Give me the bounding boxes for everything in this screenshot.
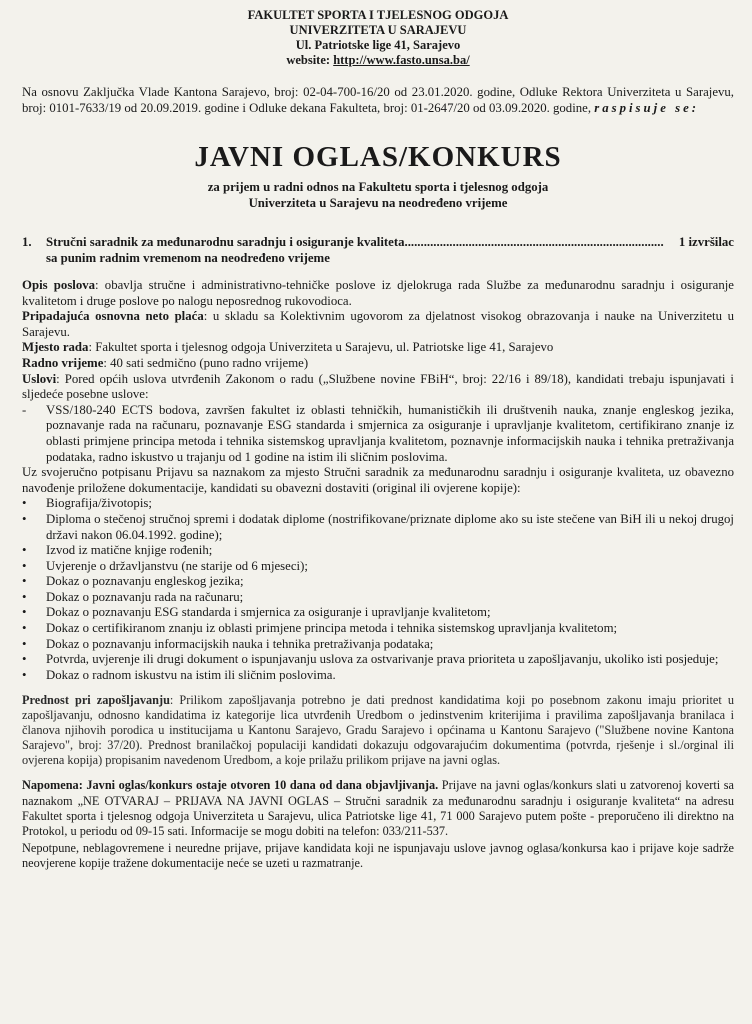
incomplete-applications-paragraph: Nepotpune, neblagovremene i neuredne prijave, prijave kandidata koji ne ispunjavaju uslove javnog oglasa/konkursa kao i prijave koje sadrže neovjerene kopije tražene dokumentacije neće se uzeti u razmatranje. xyxy=(22,841,734,871)
list-item: • Dokaz o certifikiranom znanju iz oblasti primjene principa metoda i tehnika sistemskog upravljanja kvalitetom; xyxy=(22,621,618,636)
bullet: • xyxy=(22,621,27,636)
university-name: UNIVERZITETA U SARAJEVU xyxy=(289,23,467,37)
job-description-label: Opis poslova xyxy=(22,278,96,292)
dash-marker: - xyxy=(22,402,27,417)
submission-paragraph: Uz svojeručno potpisanu Prijavu sa naznakom za mjesto Stručni saradnik za međunarodnu saradnju i osiguranje kvaliteta, uz obavezno navođenje priložene dokumentacije, kandidati su obavezni dostaviti (original ili ovjerene kopije): xyxy=(22,465,734,495)
bullet: • xyxy=(22,496,27,511)
website-link[interactable]: http://www.fasto.unsa.ba/ xyxy=(333,53,470,67)
required-documents-list xyxy=(22,496,734,683)
subtitle-line-1: za prijem u radni odnos na Fakultetu sporta i tjelesnog odgoja xyxy=(207,180,549,194)
position-details xyxy=(22,278,734,683)
bullet: • xyxy=(22,636,27,651)
raspisuje-se-text: raspisuje se: xyxy=(594,101,700,115)
institution-name: FAKULTET SPORTA I TJELESNOG ODGOJA xyxy=(247,8,509,22)
list-item: • Biografija/životopis; xyxy=(22,496,152,511)
list-item: • Dokaz o poznavanju ESG standarda i smjernica za osiguranje i upravljanje kvalitetom; xyxy=(22,605,491,620)
position-title: Stručni saradnik za međunarodnu saradnju i osiguranje kvaliteta xyxy=(46,235,405,249)
working-hours xyxy=(22,356,734,372)
bullet: • xyxy=(22,652,27,667)
work-location-label: Mjesto rada xyxy=(22,340,89,355)
website-line xyxy=(22,53,734,68)
list-item: • Dokaz o radnom iskustvu na istim ili sličnim poslovima. xyxy=(22,667,336,682)
working-hours-label: Radno vrijeme xyxy=(22,355,104,370)
note-paragraph xyxy=(22,778,734,839)
salary-label: Pripadajuća osnovna neto plaća xyxy=(22,309,204,324)
position-leader-dots: ................................................................................. xyxy=(404,235,664,249)
work-location-text: : Fakultet sporta i tjelesnog odgoja Univerziteta u Sarajevu, ul. Patriotske lige 41, Sarajevo xyxy=(88,340,554,355)
institution-header xyxy=(22,8,734,68)
bullet: • xyxy=(22,667,27,682)
work-location xyxy=(22,340,734,356)
list-item: • Dokaz o poznavanju informacijskih nauka i tehnika pretraživanja podataka; xyxy=(22,636,434,651)
employment-preference-paragraph xyxy=(22,693,734,768)
bullet: • xyxy=(22,558,27,573)
special-condition-text: VSS/180-240 ECTS bodova, završen fakultet iz oblasti tehničkih, humanističkih ili društvenih nauka, znanje engleskog jezika, poznavanje rada na računaru, poznavanje ESG standarda i smjernica za osiguranje i upravljanje kvalitetom, certifikirano znanje iz oblasti primjene principa metoda i tehnika sistemskog upravljanja kvalitetom, poznavnje informacijskih nauka i tehnika pretraživanja podataka, radno iskustvo u trajanju od 1 godine na istim ili sličnim poslovima. xyxy=(46,402,734,464)
bullet: • xyxy=(22,605,27,620)
conditions-text: : Pored općih uslova utvrđenih Zakonom o radu („Službene novine FBiH“, broj: 22/16 i 89/18), kandidati trebaju ispunjavati i sljedeće posebne uslove: xyxy=(22,371,734,402)
list-item: • Dokaz o poznavanju engleskog jezika; xyxy=(22,574,244,589)
list-item: • Potvrda, uvjerenje ili drugi dokument o ispunjavanju uslova za ostvarivanje prava prioriteta u zapošljavanju, ukoliko isti posjeduje; xyxy=(22,652,719,667)
conditions xyxy=(22,372,734,403)
list-item: • Izvod iz matične knjige rođenih; xyxy=(22,543,213,558)
website-label: website: xyxy=(286,53,334,67)
position-count: 1 izvršilac xyxy=(678,235,734,249)
note-label: Napomena: Javni oglas/konkurs ostaje otvoren 10 dana od dana objavljivanja. xyxy=(22,778,439,793)
working-hours-text: : 40 sati sedmično (puno radno vrijeme) xyxy=(103,355,309,370)
position-line-2: sa punim radnim vremenom na neodređeno vrijeme xyxy=(46,250,330,265)
position-number: 1. xyxy=(22,235,32,249)
bullet: • xyxy=(22,574,27,589)
page-title: JAVNI OGLAS/KONKURS xyxy=(194,141,562,173)
subtitle-line-2: Univerziteta u Sarajevu na neodređeno vrijeme xyxy=(248,195,508,210)
salary-text: : u skladu sa Kolektivnim ugovorom za djelatnost visokog obrazovanja i nauke na Univerzitetu u Sarajevu. xyxy=(22,309,734,339)
legal-basis-text: Na osnovu Zaključka Vlade Kantona Sarajevo, broj: 02-04-700-16/20 od 23.01.2020. godine, Odluke Rektora Univerziteta u Sarajevu, broj: 0101-7633/19 od 20.09.2019. godine i Odluke dekana Fakulteta, broj: 01-2647/20 od 03.09.2020. godine, xyxy=(22,85,734,115)
bullet: • xyxy=(22,511,27,526)
special-condition-item xyxy=(22,403,734,465)
preference-label: Prednost pri zapošljavanju xyxy=(22,693,170,708)
legal-basis-paragraph xyxy=(22,84,734,116)
institution-address: Ul. Patriotske lige 41, Sarajevo xyxy=(295,38,461,52)
list-item: • Diploma o stečenoj stručnoj spremi i dodatak diplome (nostrifikovane/priznate diplome ako su iste stečene van BiH ili u nekoj drugoj državi nakon 06.04.1992. godine); xyxy=(22,511,734,542)
bullet: • xyxy=(22,589,27,604)
preference-text: : Prilikom zapošljavanja potrebno je dati prednost kandidatima koji po posebnom zakonu imaju prioritet u zapošljavanju, odnosno kandidatima iz kategorije lica utvrđenih Uredbom o jedinstvenim kriterijima i pravilima zapošljavanja branilaca i članova njihovih porodica u institucijama u Kantonu Sarajevo, Gradu Sarajevo i općinama u Kantonu Sarajevo ("Službene novine Kantona Sarajevo", broj: 37/20). Prednost branilačkoj populaciji kandidati dokazuju odgovarajućim dokumentima (potvrda, rješenje i sl./orginal ili ovjerena kopija) propisanim navedenom Uredbom, a koje prilažu prilikom prijave na javni oglas. xyxy=(22,693,734,768)
job-description xyxy=(22,278,734,309)
position-heading xyxy=(22,235,734,266)
bullet: • xyxy=(22,543,27,558)
conditions-label: Uslovi xyxy=(22,371,57,386)
subtitle xyxy=(22,180,734,211)
list-item: • Uvjerenje o državljanstvu (ne starije od 6 mjeseci); xyxy=(22,558,308,573)
list-item: • Dokaz o poznavanju rada na računaru; xyxy=(22,589,244,604)
job-description-text: : obavlja stručne i administrativno-tehničke poslove iz djelokruga rada Službe za međunarodnu saradnju i osiguranje kvalitetom i druge poslove po nalogu neposrednog rukovodioca. xyxy=(22,278,734,308)
salary xyxy=(22,309,734,340)
note-text: Prijave na javni oglas/konkurs slati u zatvorenoj koverti sa naznakom „NE OTVARAJ – PRIJAVA NA JAVNI OGLAS – Stručni saradnik za međunarodnu saradnju i osiguranje kvaliteta“ na adresu Fakultet sporta i tjelesnog odgoja Univerziteta u Sarajevu, ulica Patriotske lige 41, 71 000 Sarajevo putem pošte - preporučeno ili direktno na Protokol, u periodu od 09-15 sati. Informacije se mogu dobiti na telefon: 033/211-537. xyxy=(22,778,734,839)
